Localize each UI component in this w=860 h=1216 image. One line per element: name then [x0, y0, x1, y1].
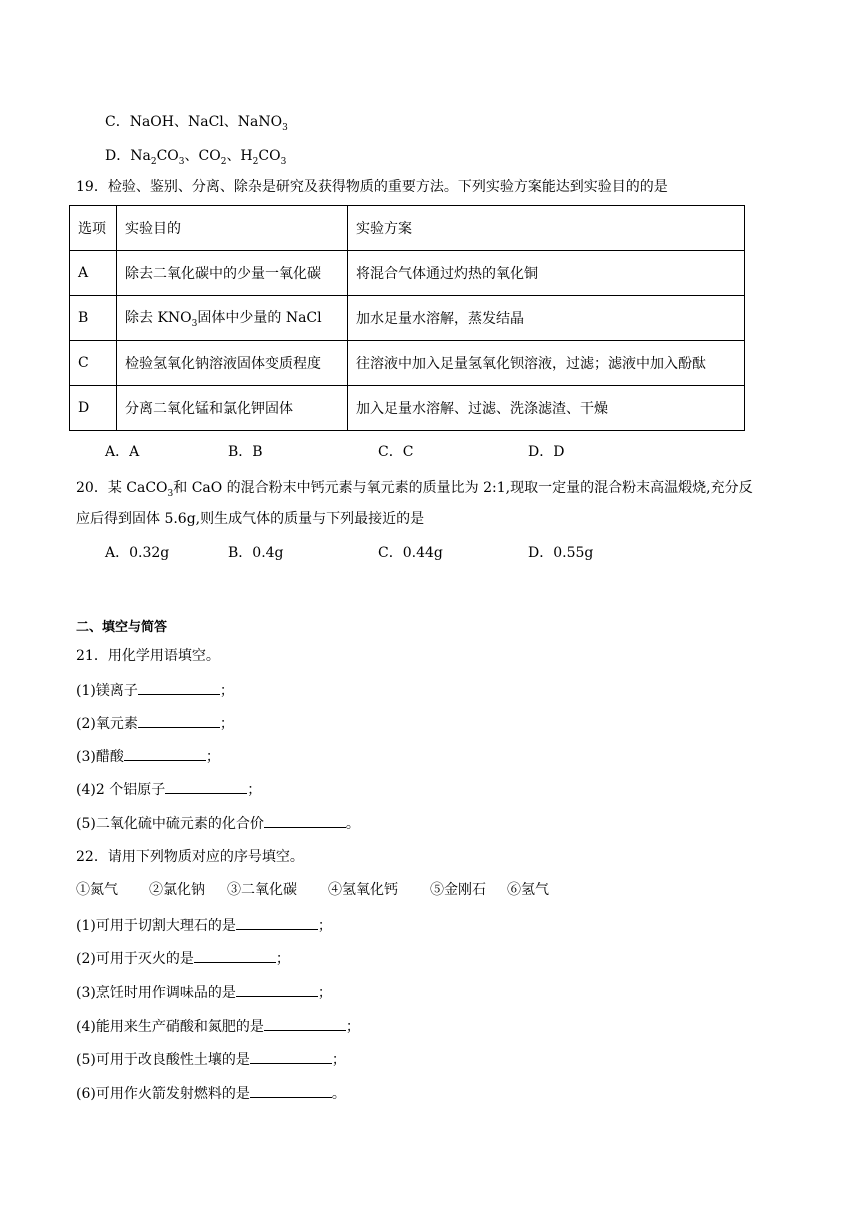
table-row — [70, 341, 745, 386]
q21-item: (3)醋酸 ； — [76, 746, 220, 767]
q20-choice-c: C．0.44g — [378, 545, 443, 561]
q21-item: (2)氧元素 ； — [76, 713, 234, 734]
table-cell-plan: 将混合气体通过灼热的氧化铜 — [348, 251, 745, 296]
q19-choice-d: D．D — [528, 444, 565, 460]
answer-blank[interactable] — [124, 746, 206, 761]
q22-option: ②氯化钠 — [149, 882, 205, 898]
table-cell-plan: 加入足量水溶解、过滤、洗涤滤渣、干燥 — [348, 386, 745, 431]
table-header-cell: 实验目的 — [117, 206, 348, 251]
table-cell-option: C — [70, 341, 117, 386]
table-cell-option: B — [70, 296, 117, 341]
table-cell-option: A — [70, 251, 117, 296]
table-cell-purpose: 除去二氧化碳中的少量一氧化碳 — [117, 251, 348, 296]
table-cell-purpose: 分离二氧化锰和氯化钾固体 — [117, 386, 348, 431]
q20-choice-d: D．0.55g — [528, 545, 594, 561]
q20-stem-line2: 应后得到固体 5.6g,则生成气体的质量与下列最接近的是 — [76, 511, 425, 527]
q20-stem-line1: 20．某 CaCO$_3$和 CaO 的混合粉末中钙元素与氧元素的质量比为 2:1,现取一定量的混合粉末高温煅烧,充分反 — [76, 480, 753, 499]
q22-option: ⑤金刚石 — [430, 882, 486, 898]
q22-option: ④氢氧化钙 — [328, 882, 398, 898]
table-cell-plan: 加水足量水溶解，蒸发结晶 — [348, 296, 745, 341]
table-header-cell: 选项 — [70, 206, 117, 251]
q19-choice-b: B．B — [228, 444, 263, 460]
q22-option: ⑥氢气 — [507, 882, 549, 898]
q19-stem: 19．检验、鉴别、分离、除杂是研究及获得物质的重要方法。下列实验方案能达到实验目的的是 — [76, 179, 668, 195]
q19-choice-c: C．C — [378, 444, 414, 460]
q22-item: (6)可用作火箭发射燃料的是 。 — [76, 1083, 346, 1104]
table-row — [70, 296, 745, 341]
table-row — [70, 386, 745, 431]
answer-blank[interactable] — [236, 982, 318, 997]
q22-item: (1)可用于切割大理石的是 ； — [76, 915, 332, 936]
answer-blank[interactable] — [194, 948, 276, 963]
answer-blank[interactable] — [138, 713, 220, 728]
table-row — [70, 251, 745, 296]
table-cell-purpose: 除去 $KNO_3$固体中少量的 NaCl — [117, 296, 348, 341]
q21-item: (1)镁离子 ； — [76, 680, 234, 701]
q19-choice-a: A．A — [105, 444, 140, 460]
q21-item: (4)2 个铝原子 ； — [76, 779, 261, 800]
table-cell-plan: 往溶液中加入足量氢氧化钡溶液，过滤；滤液中加入酚酞 — [348, 341, 745, 386]
answer-blank[interactable] — [264, 1016, 346, 1031]
q18-option-d: D．$Na_2CO_3$、$CO_2$、$H_2CO_3$ — [105, 148, 287, 167]
q22-item: (4)能用来生产硝酸和氮肥的是 ； — [76, 1016, 360, 1037]
table-cell-option: D — [70, 386, 117, 431]
q22-item: (3)烹饪时用作调味品的是 ； — [76, 982, 332, 1003]
q21-item: (5)二氧化硫中硫元素的化合价 。 — [76, 813, 360, 834]
answer-blank[interactable] — [264, 813, 346, 828]
answer-blank[interactable] — [250, 1083, 332, 1098]
q22-item: (5)可用于改良酸性土壤的是 ； — [76, 1049, 346, 1070]
table-header-row — [70, 206, 745, 251]
q22-option: ①氮气 — [76, 882, 118, 898]
q20-choice-a: A．0.32g — [105, 545, 170, 561]
answer-blank[interactable] — [165, 779, 247, 794]
answer-blank[interactable] — [236, 915, 318, 930]
q22-stem: 22．请用下列物质对应的序号填空。 — [76, 849, 304, 865]
answer-blank[interactable] — [250, 1049, 332, 1064]
q22-option: ③二氧化碳 — [227, 882, 297, 898]
q19-table — [69, 205, 745, 431]
q20-choice-b: B．0.4g — [228, 545, 284, 561]
q22-item: (2)可用于灭火的是 ； — [76, 948, 290, 969]
q21-stem: 21．用化学用语填空。 — [76, 648, 220, 664]
section-title: 二、填空与简答 — [76, 620, 168, 635]
table-header-cell: 实验方案 — [348, 206, 745, 251]
q18-option-c: C．NaOH、NaCl、NaNO$_3$ — [105, 114, 288, 133]
table-cell-purpose: 检验氢氧化钠溶液固体变质程度 — [117, 341, 348, 386]
answer-blank[interactable] — [138, 680, 220, 695]
